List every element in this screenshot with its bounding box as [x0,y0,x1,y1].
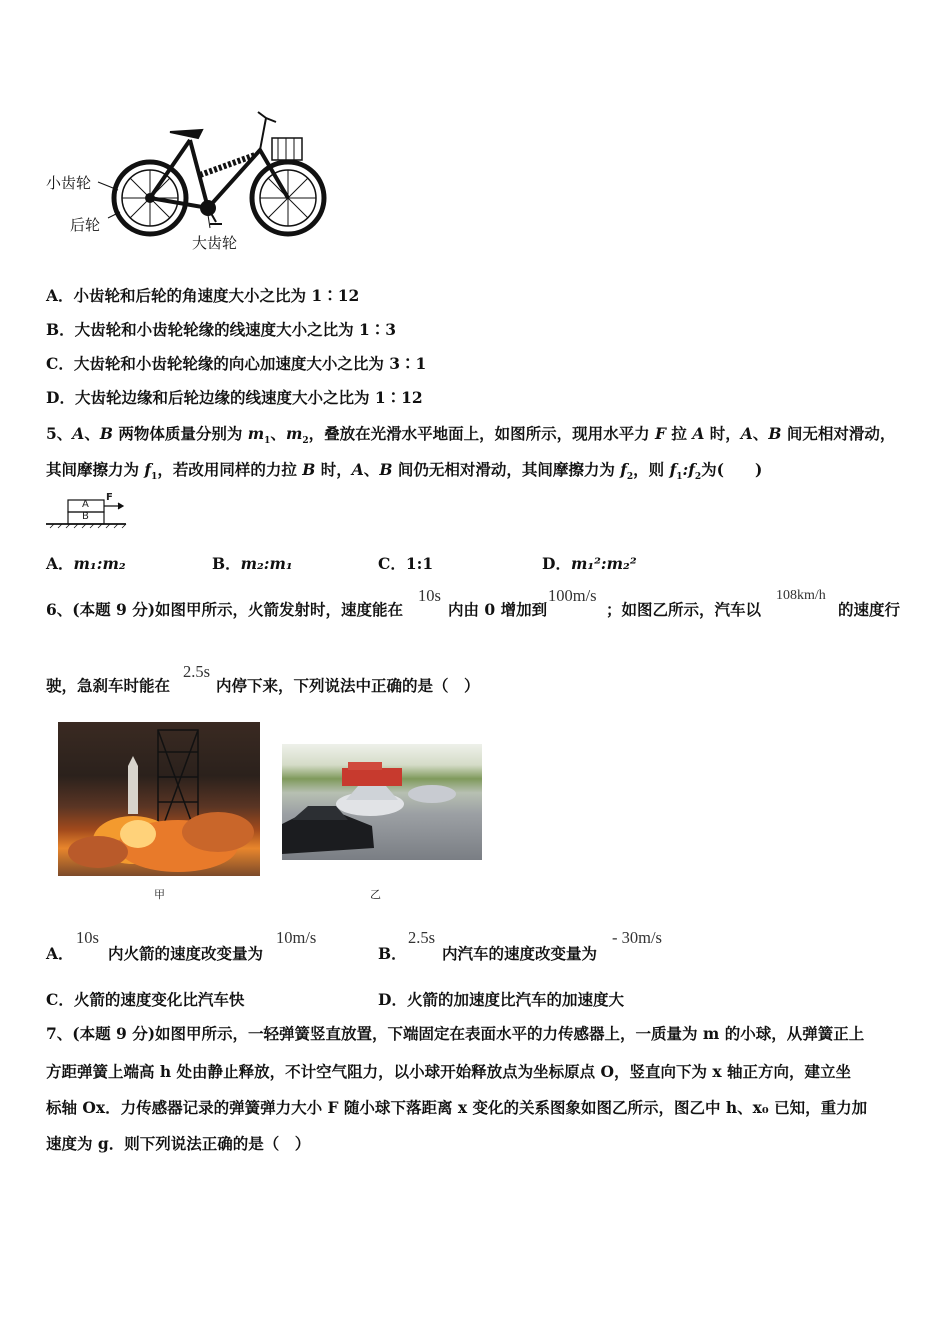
q5-var: m [247,424,265,443]
q5-sub: 2 [626,472,634,483]
q6-eq-2-5s: 2.5s [183,662,211,681]
q6-stem-line1-a: 6、(本题 9 分)如图甲所示，火箭发射时，速度能在 [46,600,404,619]
q5-sub: 2 [302,436,309,447]
q6-option-c[interactable]: C．火箭的速度变化比汽车快 [46,990,245,1009]
q7-stem-line4: 速度为 g．则下列说法正确的是（ ） [46,1134,311,1153]
q5-text: 、 [363,460,380,479]
option-value: m₁:m₂ [73,554,126,573]
q5-text: 间无相对滑动， [781,424,896,443]
q5-text: 时， [704,424,741,443]
q5-var: :f [682,460,695,479]
q5-var: A [692,424,705,443]
q6-option-a-prefix[interactable]: A． [46,944,74,963]
q4-option-d[interactable]: D．大齿轮边缘和后轮边缘的线速度大小之比为 1∶12 [46,388,423,407]
q5-var: B [379,460,393,479]
car-photo [282,744,482,860]
q5-text: 其间摩擦力为 [46,460,145,479]
q5-blocks-figure [46,494,136,532]
q5-var: A [740,424,753,443]
q4-option-b[interactable]: B．大齿轮和小齿轮轮缘的线速度大小之比为 1∶3 [46,320,397,339]
block-b-label: B [82,511,89,522]
q6-option-a-text[interactable]: 内火箭的速度改变量为 [108,944,264,963]
q6-option-b-eq1: 2.5s [408,928,436,947]
q5-text: 、 [84,424,100,443]
label-small-gear: 小齿轮 [46,174,92,192]
q5-text: 时， [315,460,352,479]
q6-stem-line1-c: ；如图乙所示，汽车以 [606,600,762,619]
q6-stem-line1-d: 的速度行 [838,600,901,619]
label-big-gear: 大齿轮 [192,234,238,252]
block-a-label: A [82,499,89,510]
q5-text: 两物体质量分别为 [112,424,248,443]
option-prefix: D． [542,554,571,573]
q6-stem-line2-b: 内停下来，下列说法中正确的是（ ） [216,676,480,695]
option-value: m₂:m₁ [240,554,293,573]
q6-option-b-eq2: - 30m/s [612,928,662,947]
q6-option-d[interactable]: D．火箭的加速度比汽车的加速度大 [378,990,624,1009]
q5-var: m [285,424,303,443]
q5-text: 、 [270,424,286,443]
q5-sub: 2 [694,472,702,483]
bicycle-figure [40,100,340,260]
q5-var: A [351,460,364,479]
photo-caption-right: 乙 [370,888,381,901]
q4-option-c[interactable]: C．大齿轮和小齿轮轮缘的向心加速度大小之比为 3∶1 [46,354,427,373]
q5-sub: 1 [264,436,271,447]
q6-stem-line1-b: 内由 0 增加到 [448,600,548,619]
q6-eq-108kmh: 108km/h [776,588,826,603]
q6-option-b-prefix[interactable]: B． [378,944,407,963]
q7-stem-line3: 标轴 Ox．力传感器记录的弹簧弹力大小 F 随小球下落距离 x 变化的关系图象如图乙所示，图乙中 h、x₀ 已知，重力加 [46,1098,868,1117]
q4-option-a[interactable]: A．小齿轮和后轮的角速度大小之比为 1∶12 [46,286,360,305]
q5-var: B [768,424,782,443]
q6-stem-line2-a: 驶，急刹车时能在 [46,676,171,695]
q5-sub: 1 [676,472,683,483]
q5-text: 拉 [666,424,693,443]
q5-var: f [144,460,152,479]
blocks-drawing [46,494,136,532]
q5-option-c[interactable]: C．1:1 [378,554,434,573]
q5-text: 为( ) [701,460,763,479]
label-rear-wheel: 后轮 [70,216,101,234]
q6-eq-10s: 10s [418,586,441,605]
q7-stem-line1: 7、(本题 9 分)如图甲所示，一轻弹簧竖直放置，下端固定在表面水平的力传感器上，一质量为 m 的小球，从弹簧正上 [46,1024,865,1043]
q5-text: ，叠放在光滑水平地面上，如图所示，现用水平力 [308,424,656,443]
q5-var: f [669,460,677,479]
q5-number: 5、 [46,424,73,443]
photo-caption-left: 甲 [154,888,165,901]
q5-var: A [72,424,85,443]
q5-var: F [655,424,667,443]
q5-stem-line1 [46,424,895,451]
q5-stem-line2 [46,460,762,487]
q5-text: ，若改用同样的力拉 [157,460,303,479]
option-prefix: A． [46,554,74,573]
q5-var: B [99,424,113,443]
rocket-photo [58,722,260,876]
rocket-drawing [58,722,260,876]
q6-option-b-text[interactable]: 内汽车的速度改变量为 [442,944,598,963]
q5-option-a[interactable] [46,554,126,574]
q5-option-b[interactable] [212,554,293,574]
force-label: F [106,492,113,503]
q5-text: ，则 [633,460,670,479]
q5-var: f [620,460,627,479]
q5-sub: 1 [151,472,158,483]
q6-eq-100ms: 100m/s [548,586,597,605]
option-prefix: B． [212,554,241,573]
q7-stem-line2: 方距弹簧上端高 h 处由静止释放，不计空气阻力，以小球开始释放点为坐标原点 O，竖直向下为 x 轴正方向，建立坐 [46,1062,851,1081]
q6-option-a-eq2: 10m/s [276,928,317,947]
cars-drawing [282,744,482,860]
q5-text: 间仍无相对滑动，其间摩擦力为 [392,460,621,479]
q6-option-a-eq1: 10s [76,928,99,947]
option-value: m₁²:m₂² [570,554,637,573]
q5-option-d[interactable] [542,554,637,574]
q5-var: B [302,460,316,479]
q5-text: 、 [752,424,769,443]
